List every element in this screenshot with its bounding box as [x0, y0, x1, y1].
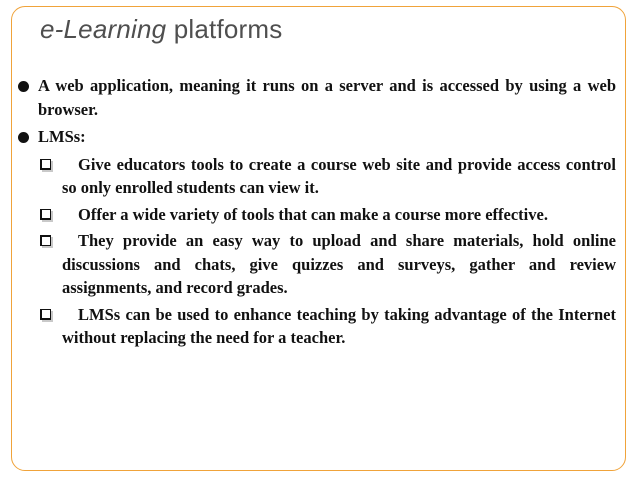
checkbox-bullet-icon — [40, 309, 51, 320]
sub-bullet-item — [18, 303, 616, 350]
sub-bullet-text: Give educators tools to create a course web site and provide access control so only enrolled students can view it. — [62, 154, 616, 197]
slide-content — [18, 74, 616, 353]
sub-bullet-item — [18, 203, 616, 227]
sub-bullet-item — [18, 153, 616, 200]
checkbox-bullet-icon — [40, 235, 51, 246]
sub-bullet-text: LMSs can be used to enhance teaching by taking advantage of the Internet without replacing the need for a teacher. — [62, 304, 616, 347]
slide-title-rest: platforms — [166, 14, 283, 44]
sub-bullet-text: Offer a wide variety of tools that can make a course more effective. — [78, 204, 548, 224]
checkbox-bullet-icon — [40, 159, 51, 170]
round-bullet-icon — [18, 132, 29, 143]
checkbox-bullet-icon — [40, 209, 51, 220]
bullet-text: A web application, meaning it runs on a server and is accessed by using a web browser. — [38, 76, 616, 119]
sub-bullet-item — [18, 229, 616, 300]
bullet-item — [18, 125, 616, 149]
slide-title-emphasis: e-Learning — [40, 14, 167, 44]
bullet-item — [18, 74, 616, 121]
bullet-text: LMSs: — [38, 127, 86, 146]
slide-title — [40, 14, 282, 45]
sub-bullet-text: They provide an easy way to upload and share materials, hold online discussions and chats, give quizzes and surveys, gather and review assignments, and record grades. — [62, 231, 616, 297]
round-bullet-icon — [18, 81, 29, 92]
